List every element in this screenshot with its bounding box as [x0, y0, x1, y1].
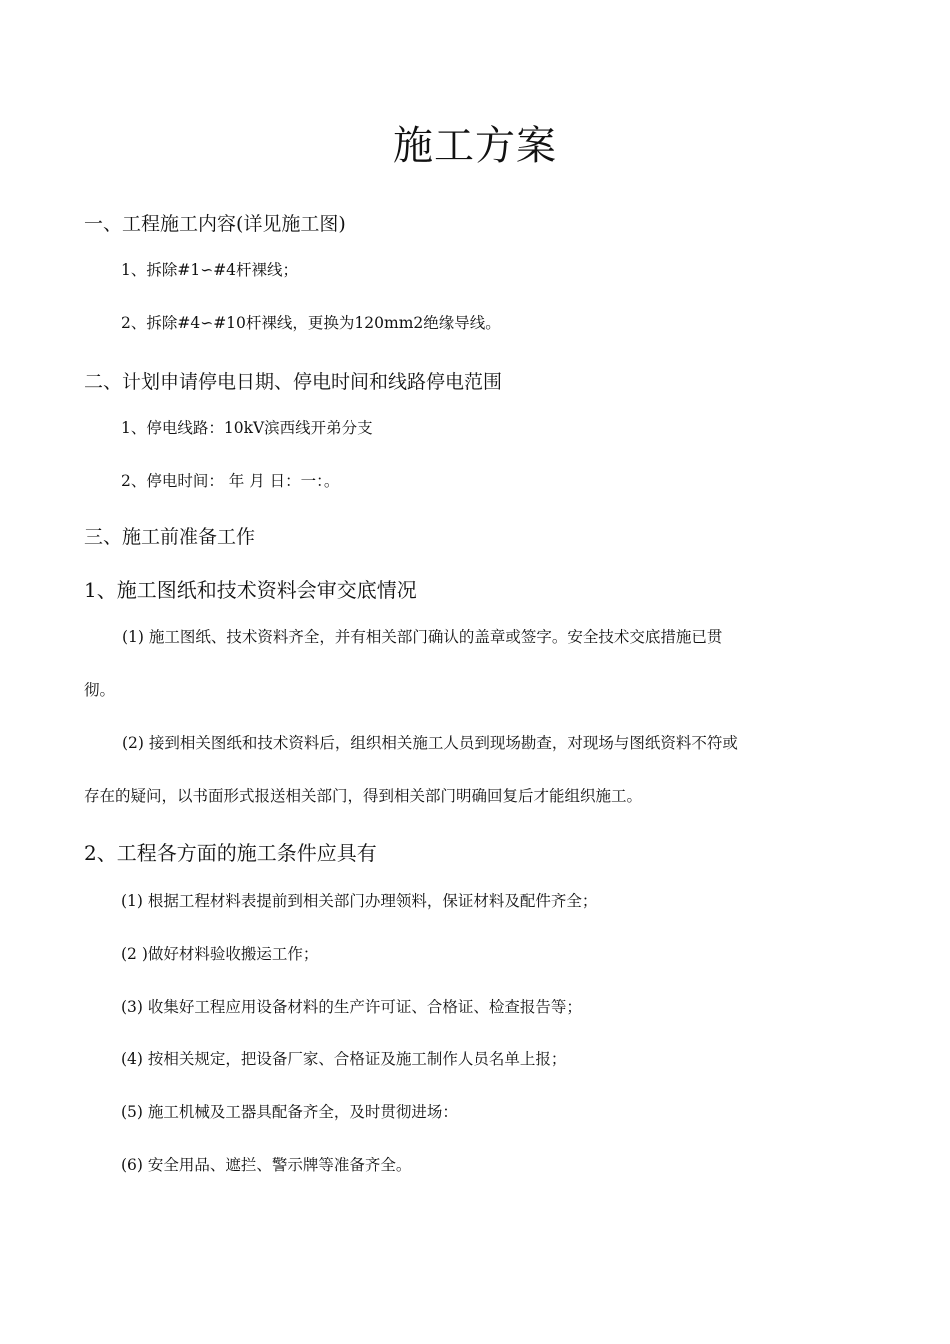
paragraph-2-line-2: 存在的疑问，以书面形式报送相关部门，得到相关部门明确回复后才能组织施工。 [84, 787, 643, 805]
subsection-2-heading: 2、工程各方面的施工条件应具有 [84, 841, 377, 865]
section-2-item: 2、停电时间： 年 月 日：一：。 [121, 472, 340, 490]
section-3-heading: 三、施工前准备工作 [84, 526, 256, 548]
condition-item: (3) 收集好工程应用设备材料的生产许可证、合格证、检查报告等； [121, 998, 582, 1016]
paragraph-1-line-1: (1) 施工图纸、技术资料齐全，并有相关部门确认的盖章或签字。安全技术交底措施已贯 [122, 628, 723, 646]
section-2-item: 1、停电线路：10kV滨西线开弟分支 [121, 419, 373, 437]
subsection-1-heading: 1、施工图纸和技术资料会审交底情况 [84, 578, 417, 602]
section-2-heading: 二、计划申请停电日期、停电时间和线路停电范围 [84, 371, 503, 393]
paragraph-2-line-1: (2) 接到相关图纸和技术资料后，组织相关施工人员到现场勘查，对现场与图纸资料不符或 [122, 734, 738, 752]
section-1-item: 2、拆除#4∽#10杆裸线，更换为120mm2绝缘导线。 [121, 314, 501, 332]
condition-item: (2 )做好材料验收搬运工作； [121, 945, 319, 963]
page-title: 施工方案 [393, 123, 557, 169]
condition-item: (5) 施工机械及工器具配备齐全，及时贯彻进场： [121, 1103, 458, 1121]
condition-item: (4) 按相关规定，把设备厂家、合格证及施工制作人员名单上报； [121, 1050, 567, 1068]
section-1-heading: 一、工程施工内容(详见施工图) [84, 213, 346, 235]
paragraph-1-line-2: 彻。 [84, 681, 116, 699]
section-1-item: 1、拆除#1∽#4杆裸线； [121, 261, 299, 279]
condition-item: (6) 安全用品、遮拦、警示牌等准备齐全。 [121, 1156, 412, 1174]
condition-item: (1) 根据工程材料表提前到相关部门办理领料，保证材料及配件齐全； [121, 892, 598, 910]
